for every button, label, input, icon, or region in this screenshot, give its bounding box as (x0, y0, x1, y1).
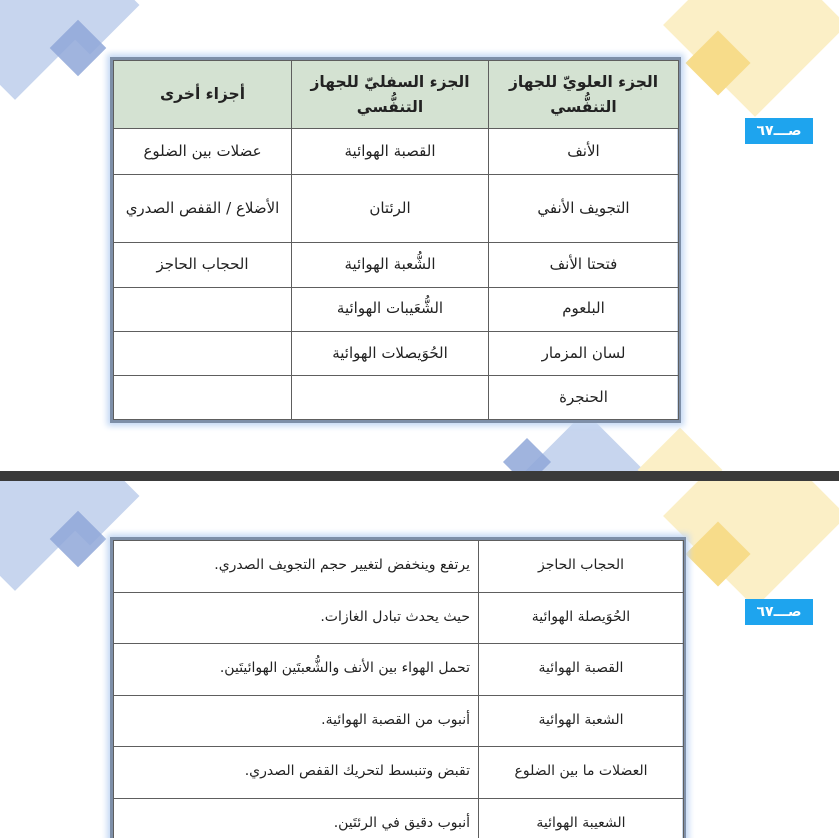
table-row (114, 747, 684, 799)
table-cell: البلعوم (489, 287, 679, 331)
description-cell: حيث يحدث تبادل الغازات. (114, 592, 479, 644)
term-cell: الحجاب الحاجز (479, 541, 684, 593)
table-header-row (114, 61, 679, 129)
table-cell: لسان المزمار (489, 331, 679, 375)
table-row (114, 129, 679, 175)
table-cell: التجويف الأنفي (489, 175, 679, 243)
table-cell: فتحتا الأنف (489, 243, 679, 287)
description-cell: تقبض وتنبسط لتحريك القفص الصدري. (114, 747, 479, 799)
table-cell: الشُّعَيبات الهوائية (292, 287, 489, 331)
description-cell: يرتفع وينخفض لتغيير حجم التجويف الصدري. (114, 541, 479, 593)
term-cell: الحُوَيصلة الهوائية (479, 592, 684, 644)
table-cell: الشُّعبة الهوائية (292, 243, 489, 287)
bottom-panel (0, 481, 839, 838)
table-cell (292, 375, 489, 419)
table-row (114, 175, 679, 243)
table-row (114, 541, 684, 593)
page-number-badge: صـــ٦٧ (745, 599, 813, 625)
column-header-lower: الجزء السفليّ للجهاز التنفُّسي (292, 61, 489, 129)
decor-shape (663, 481, 839, 608)
table-row (114, 798, 684, 838)
table-cell: الرئتان (292, 175, 489, 243)
description-cell: أنبوب دقيق في الرئتَين. (114, 798, 479, 838)
decor-shape (638, 428, 723, 471)
panel-divider (0, 471, 839, 481)
term-cell: القصبة الهوائية (479, 644, 684, 696)
table-cell (114, 375, 292, 419)
table-cell: الأنف (489, 129, 679, 175)
page-number-badge: صـــ٦٧ (745, 118, 813, 144)
table-cell: الحنجرة (489, 375, 679, 419)
table-row (114, 331, 679, 375)
term-cell: الشعيبة الهوائية (479, 798, 684, 838)
respiratory-parts-table (113, 60, 679, 420)
decor-shape (503, 438, 551, 471)
table-cell: عضلات بين الضلوع (114, 129, 292, 175)
definitions-table (113, 540, 684, 838)
table-cell (114, 287, 292, 331)
table-cell (114, 331, 292, 375)
table-row (114, 592, 684, 644)
table-row (114, 375, 679, 419)
classification-table-frame (110, 57, 681, 423)
term-cell: العضلات ما بين الضلوع (479, 747, 684, 799)
table-cell: الحجاب الحاجز (114, 243, 292, 287)
table-cell: القصبة الهوائية (292, 129, 489, 175)
table-row (114, 644, 684, 696)
term-cell: الشعبة الهوائية (479, 695, 684, 747)
table-row (114, 243, 679, 287)
column-header-upper: الجزء العلويّ للجهاز التنفُّسي (489, 61, 679, 129)
table-cell: الأضلاع / القفص الصدري (114, 175, 292, 243)
table-row (114, 287, 679, 331)
definitions-table-frame (110, 537, 686, 838)
description-cell: أنبوب من القصبة الهوائية. (114, 695, 479, 747)
column-header-other: أجزاء أخرى (114, 61, 292, 129)
table-cell: الحُوَيصلات الهوائية (292, 331, 489, 375)
description-cell: تحمل الهواء بين الأنف والشُّعبتَين الهوائيتَين. (114, 644, 479, 696)
table-row (114, 695, 684, 747)
